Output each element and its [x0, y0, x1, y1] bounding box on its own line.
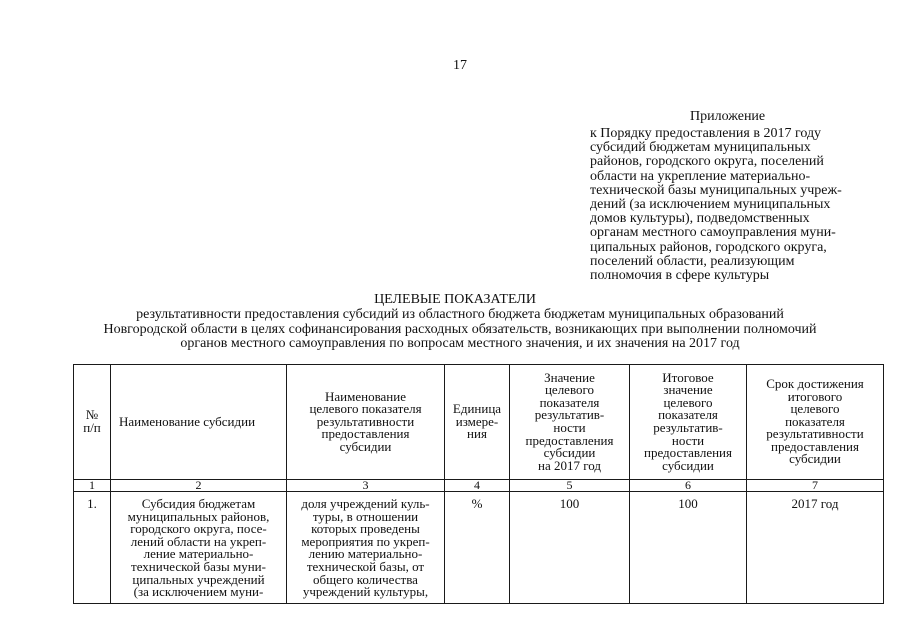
header-cell-final-value: Итоговое значение целевого показателя результатив- ности предоставления субсидии: [630, 365, 747, 480]
document-subtitle: [60, 308, 860, 352]
header-cell-number: № п/п: [74, 365, 111, 480]
deadline-cell: 2017 год: [747, 492, 884, 604]
header-cell-deadline: Срок достижения итогового целевого показателя результативности предоставления субсидии: [747, 365, 884, 480]
header-cell-indicator-name: Наименование целевого показателя результативности предоставления субсидии: [287, 365, 445, 480]
indicators-table: [73, 364, 884, 604]
header-cell-value-2017: Значение целевого показателя результатив- ности предоставления субсидии на 2017 год: [510, 365, 630, 480]
appendix-line: органам местного самоуправления муни-: [590, 225, 836, 241]
appendix-line: дений (за исключением муниципальных: [590, 197, 831, 213]
subtitle-line: результативности предоставления субсидий из областного бюджета бюджетам муниципальных образований: [136, 307, 784, 322]
appendix-line: поселений области, реализующим: [590, 253, 795, 269]
appendix-line: домов культуры), подведомственных: [590, 211, 810, 227]
appendix-line: технической базы муниципальных учреж-: [590, 182, 842, 198]
row-number: 1.: [74, 492, 111, 604]
column-number: 2: [111, 480, 287, 492]
table-header-row: [74, 365, 884, 480]
column-number: 4: [445, 480, 510, 492]
table-row: [74, 492, 884, 604]
column-number: 7: [747, 480, 884, 492]
unit-cell: %: [445, 492, 510, 604]
page-number: 17: [453, 58, 467, 73]
column-number: 3: [287, 480, 445, 492]
column-number: 6: [630, 480, 747, 492]
header-cell-subsidy-name: Наименование субсидии: [111, 365, 287, 480]
document-title: ЦЕЛЕВЫЕ ПОКАЗАТЕЛИ: [374, 292, 536, 307]
appendix-line: к Порядку предоставления в 2017 году: [590, 126, 822, 141]
final-value-cell: 100: [630, 492, 747, 604]
appendix-line: ципальных районов, городского округа,: [590, 239, 827, 255]
column-number: 5: [510, 480, 630, 492]
column-number: 1: [74, 480, 111, 492]
value-2017-cell: 100: [510, 492, 630, 604]
appendix-line: субсидий бюджетам муниципальных: [590, 140, 811, 156]
subtitle-line: органов местного самоуправления по вопросам местного значения, и их значения на 2017 год: [180, 336, 740, 351]
appendix-title: Приложение: [690, 109, 766, 124]
header-cell-unit: Единица измере- ния: [445, 365, 510, 480]
subtitle-line: Новгородской области в целях софинансирования расходных обязательств, возникающих при выполнении полномочий: [103, 321, 817, 337]
subsidy-name-cell: Субсидия бюджетам муниципальных районов, городского округа, посе- лений области на укреп- ление материально- технической базы муни- ципальных учреждений (за исключением муни-: [111, 492, 287, 604]
appendix-line: полномочия в сфере культуры: [590, 268, 770, 284]
column-number-row: [74, 480, 884, 492]
indicator-name-cell: доля учреждений куль- туры, в отношении которых проведены мероприятия по укреп- лению материально- технической базы, от общего количества учреждений культуры,: [287, 492, 445, 604]
appendix-line: районов, городского округа, поселений: [590, 154, 824, 170]
appendix-text: [590, 127, 865, 283]
appendix-line: области на укрепление материально-: [590, 168, 811, 184]
